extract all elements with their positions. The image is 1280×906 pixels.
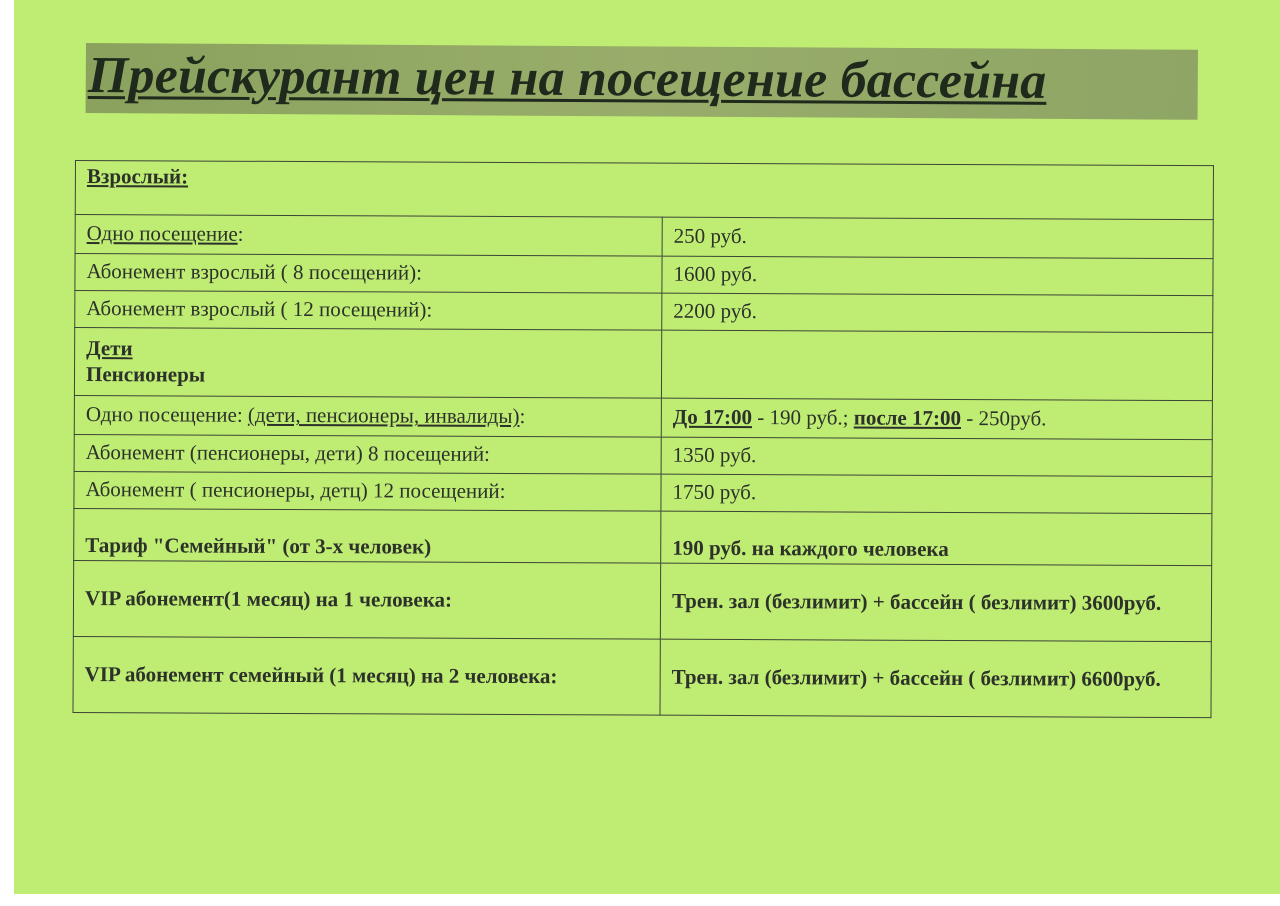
row-price: Трен. зал (безлимит) + бассейн ( безлимит) 6600руб. (660, 639, 1211, 717)
row-label-suffix: : (237, 222, 244, 247)
row-price: 1350 руб. (661, 437, 1212, 476)
row-price (661, 398, 1212, 439)
empty-cell (661, 330, 1212, 400)
row-label: Абонемент взрослый ( 12 посещений): (75, 291, 662, 331)
table-row (74, 471, 1212, 513)
table-row-vip (73, 560, 1211, 641)
row-price: 190 руб. на каждого человека (661, 511, 1212, 565)
table-row-vip-family (73, 636, 1211, 717)
table-row (74, 434, 1212, 476)
price-after-17-value: - 250руб. (960, 406, 1047, 431)
row-label: VIP абонемент(1 месяц) на 1 человека: (73, 560, 660, 639)
row-price: 2200 руб. (662, 293, 1213, 332)
table-row-adults-header (75, 161, 1213, 220)
row-label: VIP абонемент семейный (1 месяц) на 2 человека: (73, 636, 660, 715)
price-before-17-value: - 190 руб.; (751, 405, 854, 430)
table-row-children-header (74, 328, 1212, 401)
row-price: 1750 руб. (661, 474, 1212, 513)
row-label-prefix: Одно посещение: (85, 402, 248, 428)
table-row (75, 291, 1213, 333)
row-label (75, 215, 662, 257)
row-label-suffix: : (519, 404, 526, 429)
section-header-children (74, 328, 661, 399)
price-table (72, 160, 1213, 718)
table-row (75, 254, 1213, 296)
children-header-line2: Пенсионеры (85, 361, 206, 387)
row-price: Трен. зал (безлимит) + бассейн ( безлимит) 3600руб. (660, 563, 1211, 641)
row-label-main: Одно посещение (86, 221, 238, 247)
row-label: Тариф "Семейный" (от 3-х человек) (74, 508, 661, 563)
row-label: Абонемент ( пенсионеры, детц) 12 посещений: (74, 471, 661, 511)
row-label-underlined: (дети, пенсионеры, инвалиды) (247, 403, 520, 429)
table-row-family (74, 508, 1212, 565)
row-label: Абонемент (пенсионеры, дети) 8 посещений: (74, 434, 661, 474)
row-price: 1600 руб. (662, 256, 1213, 295)
section-header-adults: Взрослый: (75, 161, 1213, 220)
price-before-17: До 17:00 (672, 405, 753, 430)
row-label: Абонемент взрослый ( 8 посещений): (75, 254, 662, 294)
page-title: Прейскурант цен на посещение бассейна (87, 46, 1047, 110)
row-price: 250 руб. (662, 217, 1213, 258)
table-row (75, 215, 1213, 259)
children-header-line1: Дети (86, 336, 133, 361)
table-row (74, 395, 1212, 439)
price-after-17: после 17:00 (853, 405, 962, 431)
row-label (74, 395, 661, 437)
